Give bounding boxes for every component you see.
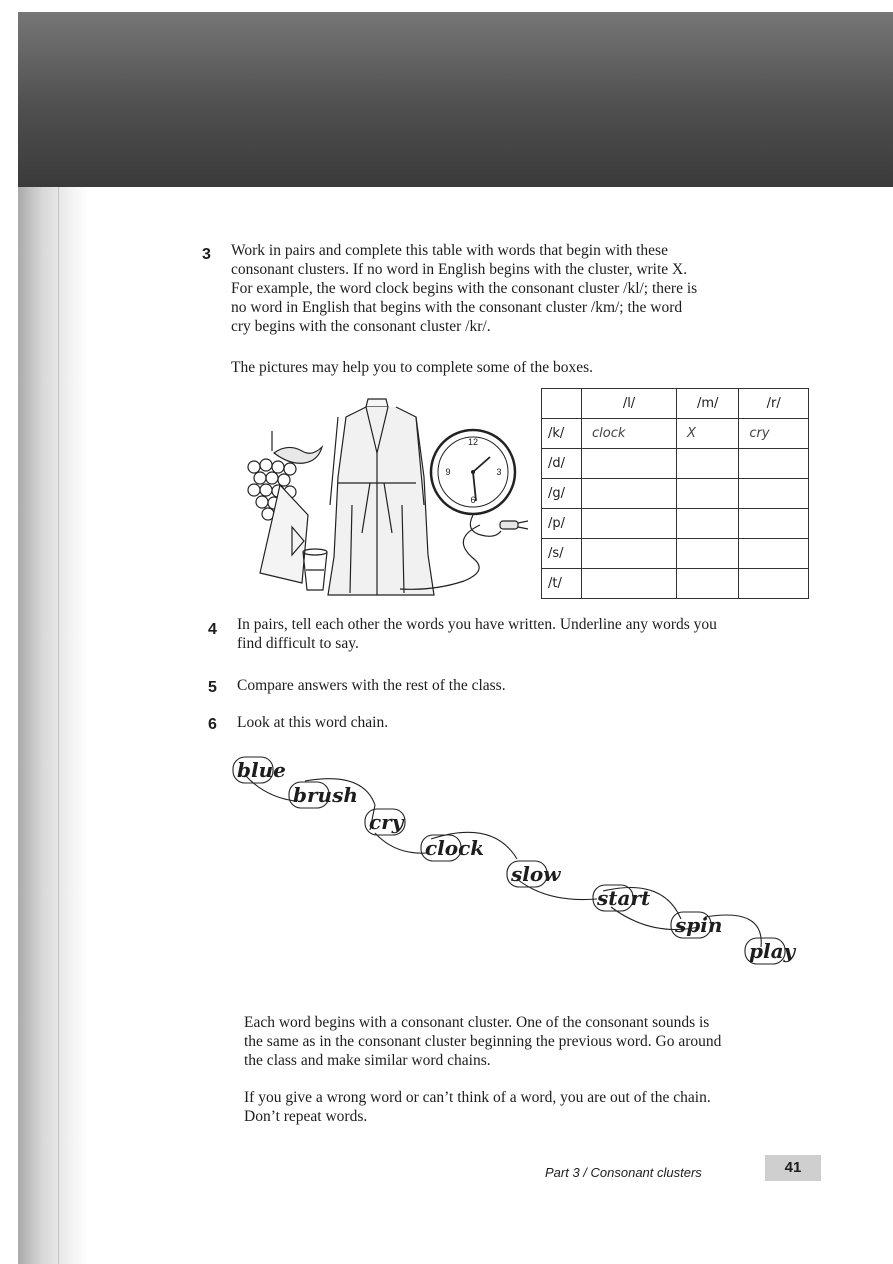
- table-cell: [677, 539, 739, 569]
- column-header: /m/: [677, 389, 739, 419]
- exercise-4-line: find difficult to say.: [237, 635, 359, 652]
- chain-explanation-line: Each word begins with a consonant cluster. One of the consonant sounds is: [244, 1014, 710, 1031]
- word-chain: [225, 745, 825, 985]
- row-header: /s/: [542, 539, 582, 569]
- table-cell: X: [677, 419, 739, 449]
- table-cell: [582, 449, 677, 479]
- chain-word-brush: brush: [293, 783, 358, 807]
- chain-word-slow: slow: [511, 862, 561, 886]
- table-cell: [739, 569, 809, 599]
- chain-rules-line: Don’t repeat words.: [244, 1108, 368, 1125]
- pictures-note: The pictures may help you to complete some of the boxes.: [231, 359, 594, 376]
- clock-number-6: 6: [470, 495, 476, 505]
- consonant-cluster-table: [541, 388, 809, 599]
- row-header: /k/: [542, 419, 582, 449]
- table-cell: [677, 509, 739, 539]
- exercise-4-line: In pairs, tell each other the words you have written. Underline any words you: [237, 616, 717, 633]
- exercise-4-number: 4: [208, 621, 217, 638]
- column-header: /r/: [739, 389, 809, 419]
- table-header-row: [542, 389, 809, 419]
- exercise-6-number: 6: [208, 716, 217, 733]
- table-row: [542, 479, 809, 509]
- table-cell: [739, 539, 809, 569]
- chain-word-cry: cry: [369, 810, 404, 834]
- exercise-3-line: consonant clusters. If no word in English begins with the cluster, write X.: [231, 261, 688, 278]
- row-header: /p/: [542, 509, 582, 539]
- table-row: [542, 419, 809, 449]
- row-header: /g/: [542, 479, 582, 509]
- table-row: [542, 569, 809, 599]
- clock-icon: [431, 430, 515, 514]
- chain-word-blue: blue: [237, 758, 286, 782]
- table-cell: [677, 479, 739, 509]
- table-row: [542, 509, 809, 539]
- exercise-3-number: 3: [202, 246, 211, 263]
- table-corner-cell: [542, 389, 582, 419]
- chain-explanation-line: the class and make similar word chains.: [244, 1052, 491, 1069]
- table-row: [542, 449, 809, 479]
- chain-word-start: start: [597, 886, 651, 910]
- scan-spine-shadow: [18, 187, 88, 1264]
- grapes-icon: [248, 431, 322, 583]
- footer-section-title: Part 3 / Consonant clusters: [545, 1165, 702, 1180]
- table-cell: clock: [582, 419, 677, 449]
- exercise-3-line: For example, the word clock begins with the consonant cluster /kl/; there is: [231, 280, 698, 297]
- exercise-3-instructions: [231, 241, 697, 336]
- chain-word-clock: clock: [425, 836, 485, 860]
- exercise-6-instructions: Look at this word chain.: [237, 714, 389, 731]
- illustration: [240, 395, 530, 605]
- clock-number-12: 12: [467, 437, 479, 447]
- table-cell: [677, 569, 739, 599]
- exercise-3-line: cry begins with the consonant cluster /kr/.: [231, 318, 491, 335]
- table-cell: [582, 509, 677, 539]
- table-cell: [739, 449, 809, 479]
- exercise-4-instructions: [237, 615, 717, 653]
- table-row: [542, 539, 809, 569]
- chain-rules-line: If you give a wrong word or can’t think of a word, you are out of the chain.: [244, 1089, 711, 1106]
- table-cell: [677, 449, 739, 479]
- chain-word-play: play: [749, 939, 796, 963]
- exercise-5-number: 5: [208, 679, 217, 696]
- table-cell: [582, 569, 677, 599]
- glass-icon: [303, 549, 327, 590]
- chain-word-spin: spin: [675, 913, 723, 937]
- table-cell: [582, 539, 677, 569]
- clock-number-3: 3: [496, 467, 502, 477]
- table-cell: [582, 479, 677, 509]
- clock-number-9: 9: [445, 467, 451, 477]
- chain-rules: [244, 1088, 711, 1126]
- page-number: 41: [765, 1155, 821, 1181]
- row-header: /d/: [542, 449, 582, 479]
- row-header: /t/: [542, 569, 582, 599]
- dress-icon: [328, 399, 434, 595]
- table-cell: cry: [739, 419, 809, 449]
- column-header: /l/: [582, 389, 677, 419]
- scan-shadow-top: [18, 12, 893, 187]
- chain-explanation-line: the same as in the consonant cluster beginning the previous word. Go around: [244, 1033, 722, 1050]
- table-cell: [739, 479, 809, 509]
- exercise-3-line: Work in pairs and complete this table with words that begin with these: [231, 242, 668, 259]
- exercise-5-instructions: Compare answers with the rest of the class.: [237, 677, 506, 694]
- table-cell: [739, 509, 809, 539]
- scan-spine-line: [58, 187, 59, 1264]
- exercise-3-line: no word in English that begins with the consonant cluster /km/; the word: [231, 299, 683, 316]
- chain-explanation: [244, 1013, 721, 1070]
